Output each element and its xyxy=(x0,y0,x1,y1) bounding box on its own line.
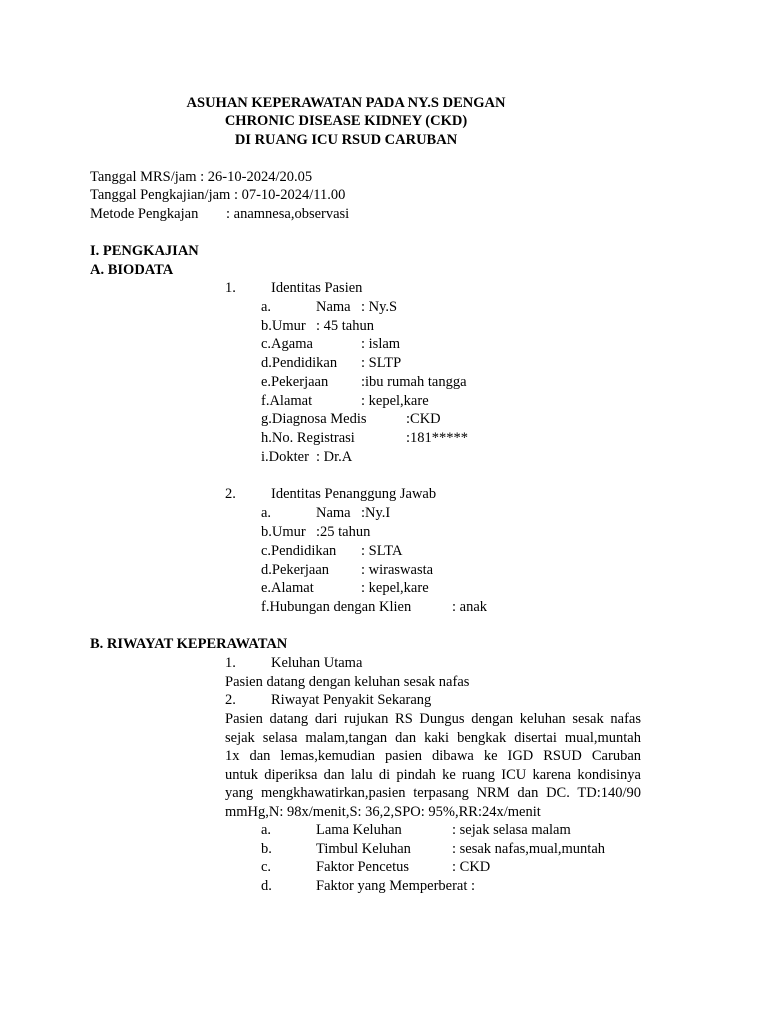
penanggung-field-label: f.Hubungan dengan Klien xyxy=(261,599,412,615)
title-line-3: DI RUANG ICU RSUD CARUBAN xyxy=(234,132,458,148)
keluhan-title: Keluhan Utama xyxy=(271,655,363,671)
paragraph-line: untuk diperiksa dan lalu di pindah ke ruang ICU karena kondisinya xyxy=(225,766,641,783)
riwayat-item-label: Timbul Keluhan xyxy=(316,841,411,857)
paragraph-line: yang mengkhawatirkan,pasien terpasang NRM dan DC. TD:140/90 xyxy=(225,785,641,802)
penanggung-field-label: d.Pekerjaan xyxy=(261,562,330,578)
tanggal-mrs: Tanggal MRS/jam : 26-10-2024/20.05 xyxy=(90,169,313,185)
penanggung-field-value: : SLTA xyxy=(361,543,403,559)
pasien-field-label: h.No. Registrasi xyxy=(261,430,355,446)
penanggung-field-value: : wiraswasta xyxy=(361,562,434,578)
paragraph-line: Pasien datang dari rujukan RS Dungus dengan keluhan sesak nafas xyxy=(225,711,641,727)
section-biodata-heading: A. BIODATA xyxy=(90,262,174,278)
penanggung-field-value: :Ny.I xyxy=(361,505,391,521)
riwayat-item-value: : CKD xyxy=(452,859,491,875)
riwayat-item-letter: a. xyxy=(261,822,272,838)
riwayat-item-letter: b. xyxy=(261,841,272,857)
pasien-field-value: : kepel,kare xyxy=(361,393,429,409)
pasien-field-value: : islam xyxy=(361,336,401,352)
pasien-field-value: : 45 tahun xyxy=(316,318,374,334)
penanggung-field-label: a. xyxy=(261,505,272,521)
penanggung-field-label: Nama xyxy=(316,505,351,521)
pasien-field-label: a. xyxy=(261,299,272,315)
penanggung-field-label: e.Alamat xyxy=(261,580,314,596)
pasien-title: Identitas Pasien xyxy=(271,280,363,296)
riwayat-title: Riwayat Penyakit Sekarang xyxy=(271,692,432,708)
keluhan-number: 1. xyxy=(225,655,236,671)
riwayat-paragraph xyxy=(225,710,641,822)
pasien-field-label: b.Umur xyxy=(261,318,306,334)
section-riwayat-heading: B. RIWAYAT KEPERAWATAN xyxy=(90,636,288,652)
pasien-field-value: :CKD xyxy=(406,411,441,427)
penanggung-field-value: : anak xyxy=(452,599,488,615)
penanggung-field-label: b.Umur xyxy=(261,524,306,540)
tanggal-pengkajian: Tanggal Pengkajian/jam : 07-10-2024/11.00 xyxy=(90,187,346,203)
riwayat-item-label: Lama Keluhan xyxy=(316,822,402,838)
title-line-2: CHRONIC DISEASE KIDNEY (CKD) xyxy=(224,113,468,129)
pasien-field-label: Nama xyxy=(316,299,351,315)
pasien-field-label: f.Alamat xyxy=(261,393,313,409)
pasien-field-value: :ibu rumah tangga xyxy=(361,374,467,390)
pasien-field-label: i.Dokter xyxy=(261,449,309,465)
keluhan-text: Pasien datang dengan keluhan sesak nafas xyxy=(225,674,470,690)
pasien-field-value: : Ny.S xyxy=(361,299,398,315)
title-line-1: ASUHAN KEPERAWATAN PADA NY.S DENGAN xyxy=(186,95,506,111)
pasien-field-value: : SLTP xyxy=(361,355,402,371)
riwayat-number: 2. xyxy=(225,692,236,708)
metode-label: Metode Pengkajan xyxy=(90,206,199,222)
section-pengkajian-heading: I. PENGKAJIAN xyxy=(90,243,199,259)
paragraph-line: mmHg,N: 98x/menit,S: 36,2,SPO: 95%,RR:24x/menit xyxy=(225,803,541,820)
paragraph-line: 1x dan lemas,kemudian pasien dibawa ke IGD RSUD Caruban xyxy=(225,748,641,765)
pasien-field-value: :181***** xyxy=(406,430,469,446)
penanggung-title: Identitas Penanggung Jawab xyxy=(271,486,437,502)
pasien-field-label: g.Diagnosa Medis xyxy=(261,411,367,427)
pasien-field-label: d.Pendidikan xyxy=(261,355,338,371)
penanggung-field-value: :25 tahun xyxy=(316,524,371,540)
pasien-field-label: e.Pekerjaan xyxy=(261,374,329,390)
pasien-field-label: c.Agama xyxy=(261,336,313,352)
penanggung-field-label: c.Pendidikan xyxy=(261,543,337,559)
riwayat-item-value: : sejak selasa malam xyxy=(452,822,571,838)
penanggung-number: 2. xyxy=(225,486,236,502)
riwayat-item-letter: c. xyxy=(261,859,272,875)
riwayat-item-value: : sesak nafas,mual,muntah xyxy=(452,841,606,857)
riwayat-item-letter: d. xyxy=(261,878,272,894)
riwayat-item-label: Faktor yang Memperberat : xyxy=(316,878,476,894)
paragraph-line: sejak selasa malam,tangan dan kaki bengkak disertai mual,muntah xyxy=(225,729,641,746)
penanggung-field-value: : kepel,kare xyxy=(361,580,429,596)
riwayat-item-label: Faktor Pencetus xyxy=(316,859,410,875)
metode-value: : anamnesa,observasi xyxy=(226,206,350,222)
pasien-field-value: : Dr.A xyxy=(316,449,353,465)
pasien-number: 1. xyxy=(225,280,236,296)
